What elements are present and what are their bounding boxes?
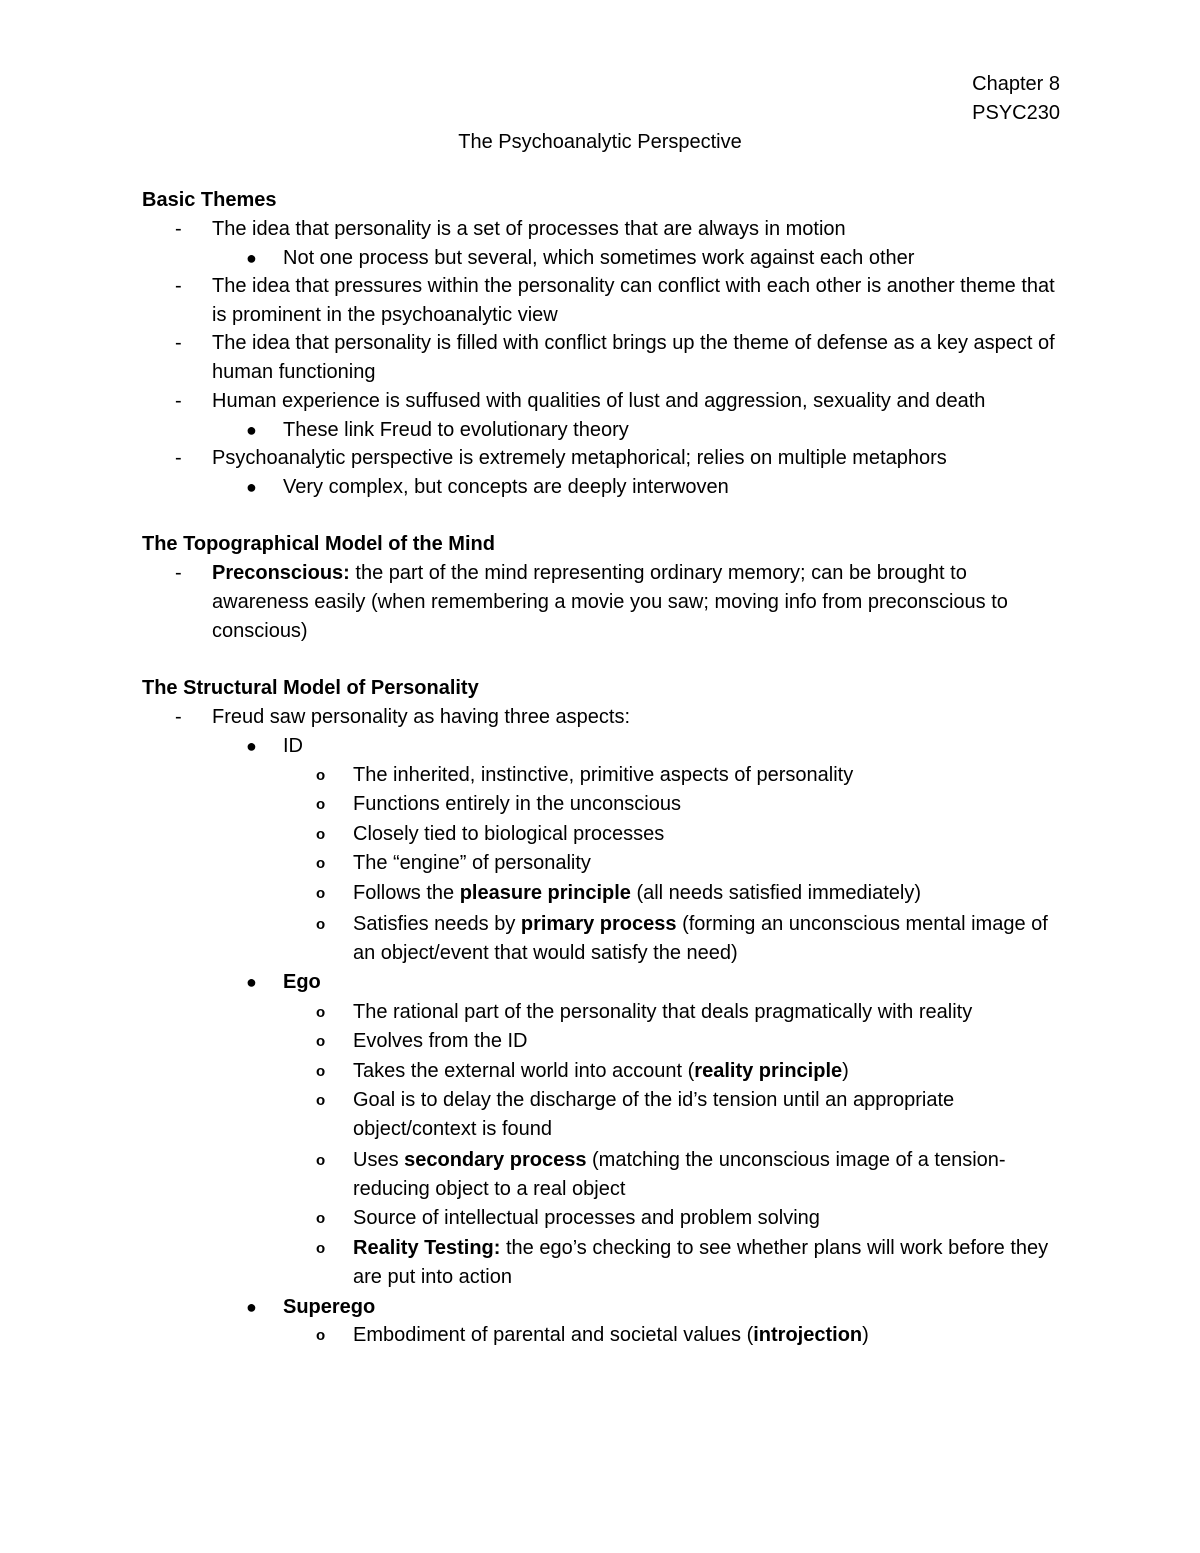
list-item: Freud saw personality as having three aspects: xyxy=(212,706,630,728)
dash-marker: - xyxy=(175,447,182,469)
circle-marker: o xyxy=(316,885,326,902)
list-item: Psychoanalytic perspective is extremely metaphorical; relies on multiple metaphors xyxy=(212,447,947,469)
text-fragment: ) xyxy=(842,1060,849,1082)
list-item-primary-process xyxy=(353,910,1073,968)
list-item: Human experience is suffused with qualities of lust and aggression, sexuality and death xyxy=(212,390,986,412)
list-item: The idea that personality is filled with conflict brings up the theme of defense as a key aspect of human functioning xyxy=(212,332,1055,384)
dash-marker: - xyxy=(175,562,182,584)
text-fragment: (forming an unconscious mental image of an object/event that would satisfy the need) xyxy=(353,913,1048,965)
dash-marker: - xyxy=(175,706,182,728)
list-item: The idea that pressures within the personality can conflict with each other is another theme that is prominent in the psychoanalytic view xyxy=(212,275,1055,327)
term-preconscious: Preconscious: xyxy=(212,562,350,584)
course-code: PSYC230 xyxy=(972,102,1060,124)
list-item-introjection xyxy=(353,1321,1073,1350)
circle-marker: o xyxy=(316,1210,326,1227)
circle-marker: o xyxy=(316,767,326,784)
list-item-reality-principle xyxy=(353,1057,1073,1086)
circle-marker: o xyxy=(316,1152,326,1169)
list-item: Evolves from the ID xyxy=(353,1030,528,1052)
term-introjection: introjection xyxy=(753,1324,863,1346)
list-item: Not one process but several, which sometimes work against each other xyxy=(283,247,915,269)
circle-marker: o xyxy=(316,826,326,843)
circle-marker: o xyxy=(316,1033,326,1050)
list-item: Functions entirely in the unconscious xyxy=(353,793,681,815)
circle-marker: o xyxy=(316,796,326,813)
bullet-marker: ● xyxy=(246,972,257,992)
list-item: Goal is to delay the discharge of the id’s tension until an appropriate object/context is found xyxy=(353,1089,955,1141)
list-item-secondary-process xyxy=(353,1146,1073,1204)
text-fragment: Follows the xyxy=(353,882,460,904)
document-title: The Psychoanalytic Perspective xyxy=(458,131,742,153)
subheading-id: ID xyxy=(283,735,303,757)
bullet-marker: ● xyxy=(246,248,257,268)
term-secondary-process: secondary process xyxy=(404,1149,587,1171)
list-item-preconscious xyxy=(212,559,1062,647)
text-fragment: Takes the external world into account ( xyxy=(353,1060,695,1082)
list-item-reality-testing xyxy=(353,1234,1073,1292)
subheading-ego: Ego xyxy=(283,971,321,993)
bullet-marker: ● xyxy=(246,477,257,497)
text-fragment: Satisfies needs by xyxy=(353,913,521,935)
circle-marker: o xyxy=(316,1240,326,1257)
circle-marker: o xyxy=(316,855,326,872)
bullet-marker: ● xyxy=(246,1297,257,1317)
subheading-superego: Superego xyxy=(283,1296,376,1318)
chapter-label: Chapter 8 xyxy=(972,73,1060,95)
dash-marker: - xyxy=(175,332,182,354)
list-item: The rational part of the personality that deals pragmatically with reality xyxy=(353,1001,973,1023)
bullet-marker: ● xyxy=(246,736,257,756)
circle-marker: o xyxy=(316,1327,326,1344)
text-fragment: Embodiment of parental and societal values ( xyxy=(353,1324,754,1346)
text-fragment: ) xyxy=(862,1324,869,1346)
section-heading-basic-themes: Basic Themes xyxy=(142,189,277,211)
circle-marker: o xyxy=(316,1092,326,1109)
list-item: Closely tied to biological processes xyxy=(353,823,665,845)
list-item: Very complex, but concepts are deeply interwoven xyxy=(283,476,729,498)
dash-marker: - xyxy=(175,218,182,240)
list-item-pleasure-principle xyxy=(353,879,1073,908)
list-item: The inherited, instinctive, primitive aspects of personality xyxy=(353,764,854,786)
list-item: The idea that personality is a set of processes that are always in motion xyxy=(212,218,846,240)
list-item: The “engine” of personality xyxy=(353,852,591,874)
bullet-marker: ● xyxy=(246,420,257,440)
section-heading-structural-model: The Structural Model of Personality xyxy=(142,677,479,699)
section-heading-topographical-model: The Topographical Model of the Mind xyxy=(142,533,495,555)
term-pleasure-principle: pleasure principle xyxy=(459,882,631,904)
text-fragment: the ego’s checking to see whether plans will work before they are put into action xyxy=(353,1237,1049,1289)
circle-marker: o xyxy=(316,1004,326,1021)
dash-marker: - xyxy=(175,275,182,297)
term-reality-principle: reality principle xyxy=(694,1060,843,1082)
circle-marker: o xyxy=(316,916,326,933)
circle-marker: o xyxy=(316,1063,326,1080)
term-reality-testing: Reality Testing: xyxy=(353,1237,501,1259)
text-fragment: (matching the unconscious image of a tension-reducing object to a real object xyxy=(353,1149,1006,1201)
list-item: These link Freud to evolutionary theory xyxy=(283,419,629,441)
text-fragment: Uses xyxy=(353,1149,405,1171)
dash-marker: - xyxy=(175,390,182,412)
term-primary-process: primary process xyxy=(520,913,677,935)
preconscious-definition: the part of the mind representing ordinary memory; can be brought to awareness easily (when remembering a movie you saw; moving info from preconscious to conscious) xyxy=(212,562,1008,643)
list-item: Source of intellectual processes and problem solving xyxy=(353,1207,820,1229)
text-fragment: (all needs satisfied immediately) xyxy=(630,882,922,904)
